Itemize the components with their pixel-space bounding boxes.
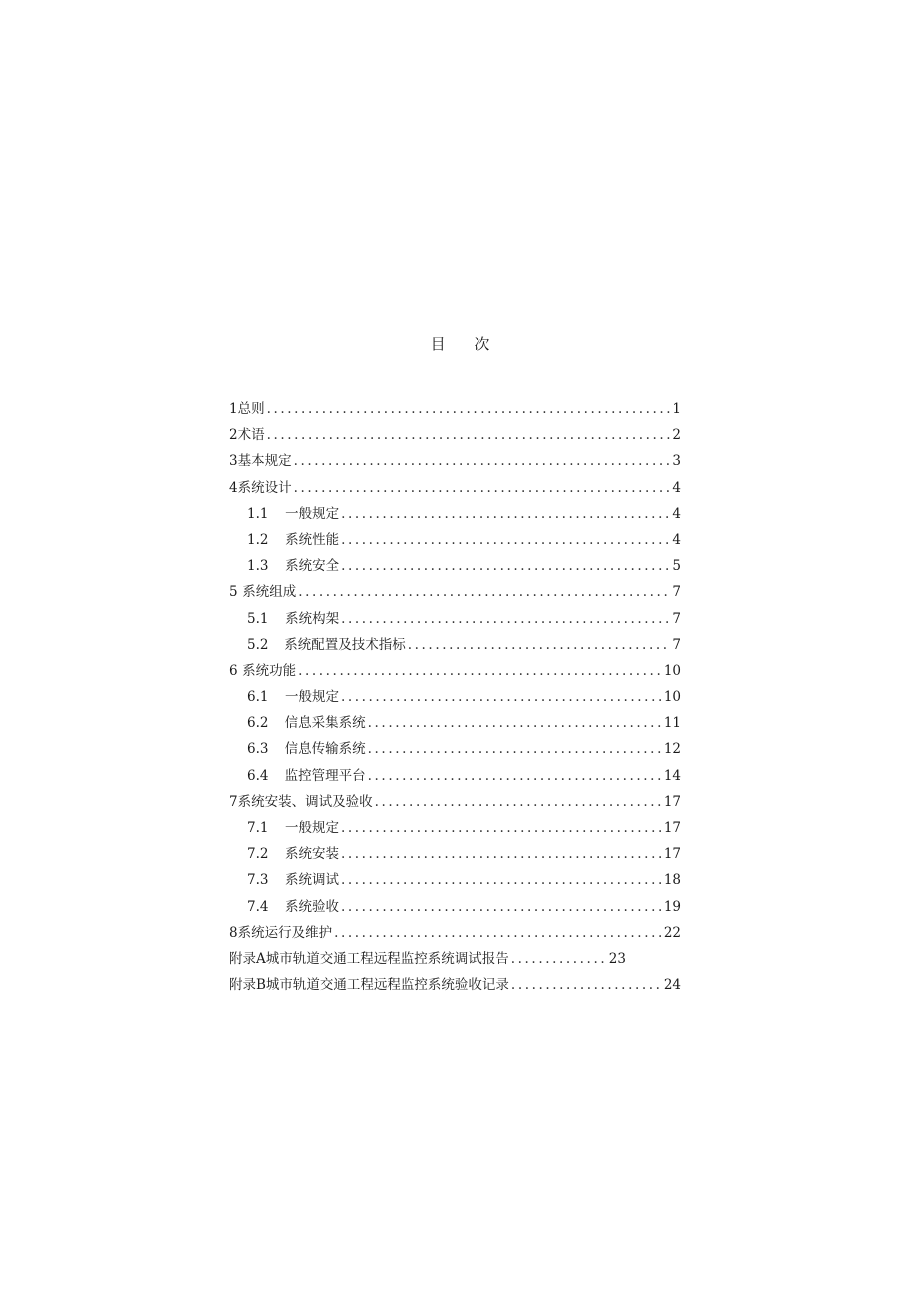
toc-entry[interactable] [229, 737, 681, 763]
toc-entry-number: 6 [229, 662, 238, 679]
toc-entry-label: 系统安装、调试及验收 [237, 793, 373, 810]
toc-entry-page: 14 [663, 767, 681, 784]
toc-entry[interactable] [229, 607, 681, 633]
toc-leader-dots [267, 401, 671, 417]
toc-leader-dots [298, 584, 670, 600]
toc-entry-label: 一般规定 [284, 689, 339, 706]
toc-entry-page: 7 [672, 610, 681, 627]
toc-entry-number: 6.3 [247, 741, 269, 758]
toc-leader-dots [341, 820, 662, 836]
toc-entry-number: 7.2 [247, 846, 269, 863]
toc-leader-dots [298, 663, 662, 679]
toc-entry[interactable] [229, 397, 681, 423]
toc-entry-number: 1.1 [247, 505, 269, 522]
toc-entry[interactable] [229, 711, 681, 737]
toc-entry-page: 4 [672, 479, 681, 496]
toc-entry[interactable] [229, 580, 681, 606]
toc-entry[interactable] [229, 816, 681, 842]
toc-leader-dots [375, 794, 662, 810]
toc-entry-page: 24 [663, 977, 681, 994]
toc-leader-dots [408, 637, 671, 653]
toc-entry[interactable] [229, 685, 681, 711]
toc-entry-label: 基本规定 [237, 453, 292, 470]
toc-entry-page: 1 [672, 401, 681, 417]
toc-entry-number: 1 [229, 401, 238, 417]
toc-entry[interactable] [229, 502, 681, 528]
toc-leader-dots [341, 611, 670, 627]
toc-entry-number: 5 [229, 584, 238, 601]
toc-leader-dots [341, 506, 670, 522]
toc-entry-number: 附录A [229, 950, 266, 967]
toc-entry-label: 系统设计 [237, 479, 292, 496]
toc-leader-dots [341, 689, 662, 705]
toc-entry-page: 12 [663, 741, 681, 758]
toc-entry-page: 17 [663, 846, 681, 863]
toc-entry-number: 6.1 [247, 689, 269, 706]
toc-entry-label: 系统调试 [284, 872, 339, 889]
toc-entry-page: 4 [672, 531, 681, 548]
toc-entry[interactable] [229, 842, 681, 868]
toc-entry-number: 5.2 [247, 636, 269, 653]
toc-entry[interactable] [229, 449, 681, 475]
toc-entry-label: 系统安全 [285, 558, 340, 575]
toc-entry[interactable] [229, 764, 681, 790]
toc-entry-label: 一般规定 [284, 820, 339, 836]
page-title: 目 次 [430, 335, 502, 353]
toc-entry-number: 6.4 [247, 767, 269, 784]
toc-entry[interactable] [229, 659, 681, 685]
toc-entry-page: 7 [672, 584, 681, 601]
toc-leader-dots [368, 741, 662, 757]
toc-leader-dots [511, 977, 662, 993]
toc-entry-number: 4 [229, 479, 238, 496]
toc-entry[interactable] [229, 528, 681, 554]
toc-entry-number: 1.2 [247, 531, 269, 548]
toc-entry-label: 系统性能 [285, 531, 340, 548]
toc-entry[interactable] [229, 554, 681, 580]
toc-entry[interactable] [229, 868, 681, 894]
toc-entry-number: 7 [229, 793, 238, 810]
toc-entry-number: 7.1 [247, 820, 269, 836]
toc-entry-page: 23 [608, 950, 626, 967]
toc-entry-label: 系统构架 [285, 610, 340, 627]
toc-entry-page: 5 [672, 558, 681, 575]
toc-entry-number: 3 [229, 453, 238, 470]
toc-entry-label: 信息传输系统 [284, 741, 366, 758]
toc-entry-label: 城市轨道交通工程远程监控系统调试报告 [265, 950, 509, 967]
toc-leader-dots [341, 872, 662, 888]
toc-leader-dots [267, 427, 671, 443]
toc-leader-dots [341, 899, 662, 915]
toc-entry-number: 7.3 [247, 872, 269, 889]
toc-leader-dots [368, 768, 662, 784]
toc-entry[interactable] [229, 973, 681, 999]
toc-entry-page: 4 [672, 505, 681, 522]
toc-entry-page: 11 [663, 715, 681, 732]
toc-entry-label: 系统安装 [284, 846, 339, 863]
toc-entry-number: 1.3 [247, 558, 269, 575]
toc-entry-label: 系统配置及技术指标 [284, 636, 406, 653]
toc-leader-dots [341, 532, 670, 548]
toc-entry-page: 7 [672, 636, 681, 653]
toc-entry-label: 系统运行及维护 [237, 924, 333, 941]
toc-entry-number: 7.4 [247, 898, 269, 915]
toc-entry-page: 3 [672, 453, 681, 470]
toc-entry-label: 城市轨道交通工程远程监控系统验收记录 [265, 977, 509, 994]
toc-entry[interactable] [229, 476, 681, 502]
toc-entry-label: 总则 [237, 401, 265, 417]
toc-entry-label: 一般规定 [285, 505, 340, 522]
toc-entry-page: 17 [663, 793, 681, 810]
toc-entry-label: 系统验收 [284, 898, 339, 915]
toc-leader-dots [294, 480, 671, 496]
toc-leader-dots [294, 453, 671, 469]
toc-leader-dots [511, 951, 607, 967]
toc-entry-label: 术语 [237, 427, 265, 444]
toc-entry[interactable] [229, 947, 681, 973]
toc-entry-page: 10 [663, 662, 681, 679]
toc-entry-page: 19 [663, 898, 681, 915]
toc-entry[interactable] [229, 423, 681, 449]
toc-entry-page: 2 [672, 427, 681, 444]
toc-entry-page: 22 [663, 924, 681, 941]
toc-leader-dots [368, 715, 662, 731]
toc-entry-label: 系统功能 [242, 662, 297, 679]
table-of-contents [229, 397, 681, 999]
toc-entry-label: 监控管理平台 [284, 767, 366, 784]
toc-entry[interactable] [229, 895, 681, 921]
toc-entry-number: 8 [229, 924, 238, 941]
toc-entry[interactable] [229, 633, 681, 659]
toc-entry-page: 10 [663, 689, 681, 706]
toc-entry[interactable] [229, 790, 681, 816]
toc-entry-label: 系统组成 [242, 584, 297, 601]
toc-leader-dots [334, 925, 662, 941]
toc-entry-label: 信息采集系统 [284, 715, 366, 732]
toc-leader-dots [341, 558, 670, 574]
toc-entry-page: 17 [663, 820, 681, 836]
toc-entry-number: 2 [229, 427, 238, 444]
toc-entry-number: 5.1 [247, 610, 269, 627]
toc-entry-number: 附录B [229, 977, 266, 994]
toc-entry-number: 6.2 [247, 715, 269, 732]
toc-leader-dots [341, 846, 662, 862]
toc-entry-page: 18 [663, 872, 681, 889]
toc-entry[interactable] [229, 921, 681, 947]
